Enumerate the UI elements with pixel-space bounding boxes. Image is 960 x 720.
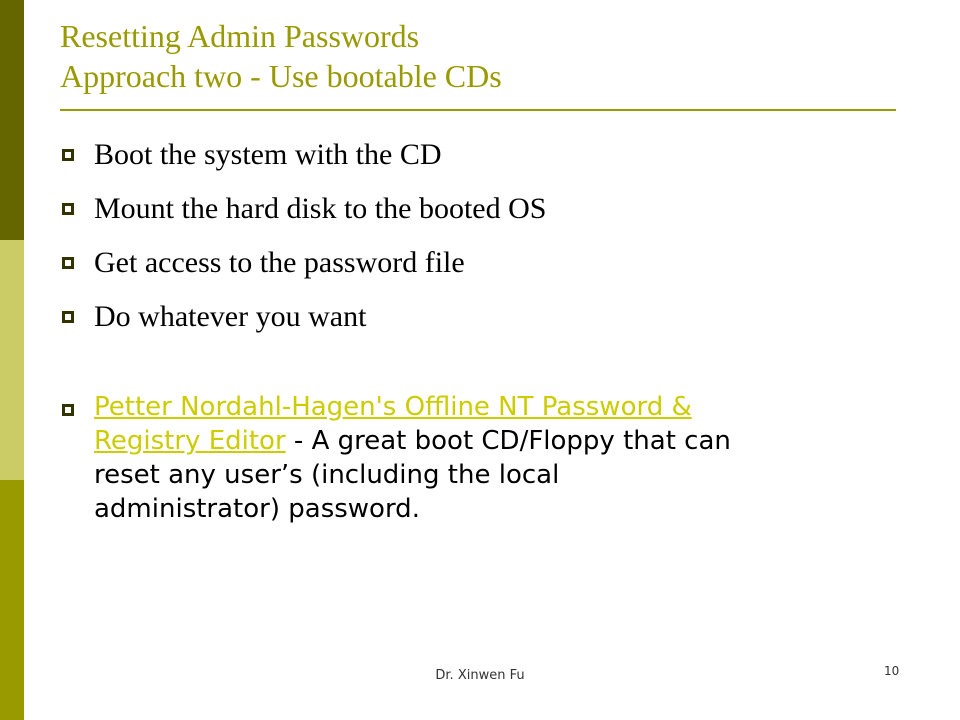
- title-line-2: Approach two - Use bootable CDs: [60, 58, 502, 94]
- page-number: 10: [884, 664, 900, 678]
- square-bullet-icon: [62, 311, 74, 323]
- side-strip-bottom: [0, 480, 24, 720]
- side-strip-top: [0, 0, 24, 240]
- square-bullet-icon: [62, 203, 74, 215]
- bullet-text: Mount the hard disk to the booted OS: [94, 192, 547, 225]
- square-bullet-icon: [62, 257, 74, 269]
- side-strip-middle: [0, 240, 24, 480]
- footer-author: Dr. Xinwen Fu: [435, 668, 525, 683]
- link-text-line-2[interactable]: Registry Editor: [94, 426, 286, 456]
- bullet-text: Get access to the password file: [94, 246, 465, 279]
- bullet-item: [60, 236, 900, 290]
- link-bullet-text: [94, 390, 904, 526]
- bullet-item: [60, 290, 900, 344]
- description-line-4: administrator) password.: [94, 494, 420, 524]
- description-line-3: reset any user’s (including the local: [94, 460, 560, 490]
- title-line-1: Resetting Admin Passwords: [60, 18, 420, 54]
- slide-title: [60, 16, 502, 96]
- bullet-item: [60, 128, 900, 182]
- square-bullet-icon: [62, 404, 74, 416]
- bullet-text: Boot the system with the CD: [94, 138, 442, 171]
- description-text: - A great boot CD/Floppy that can: [285, 426, 731, 456]
- bullet-list: [60, 128, 900, 344]
- bullet-item: [60, 182, 900, 236]
- square-bullet-icon: [62, 149, 74, 161]
- link-text-line-1[interactable]: Petter Nordahl-Hagen's Offline NT Password &: [94, 392, 692, 422]
- bullet-text: Do whatever you want: [94, 300, 367, 333]
- title-divider: [60, 109, 896, 111]
